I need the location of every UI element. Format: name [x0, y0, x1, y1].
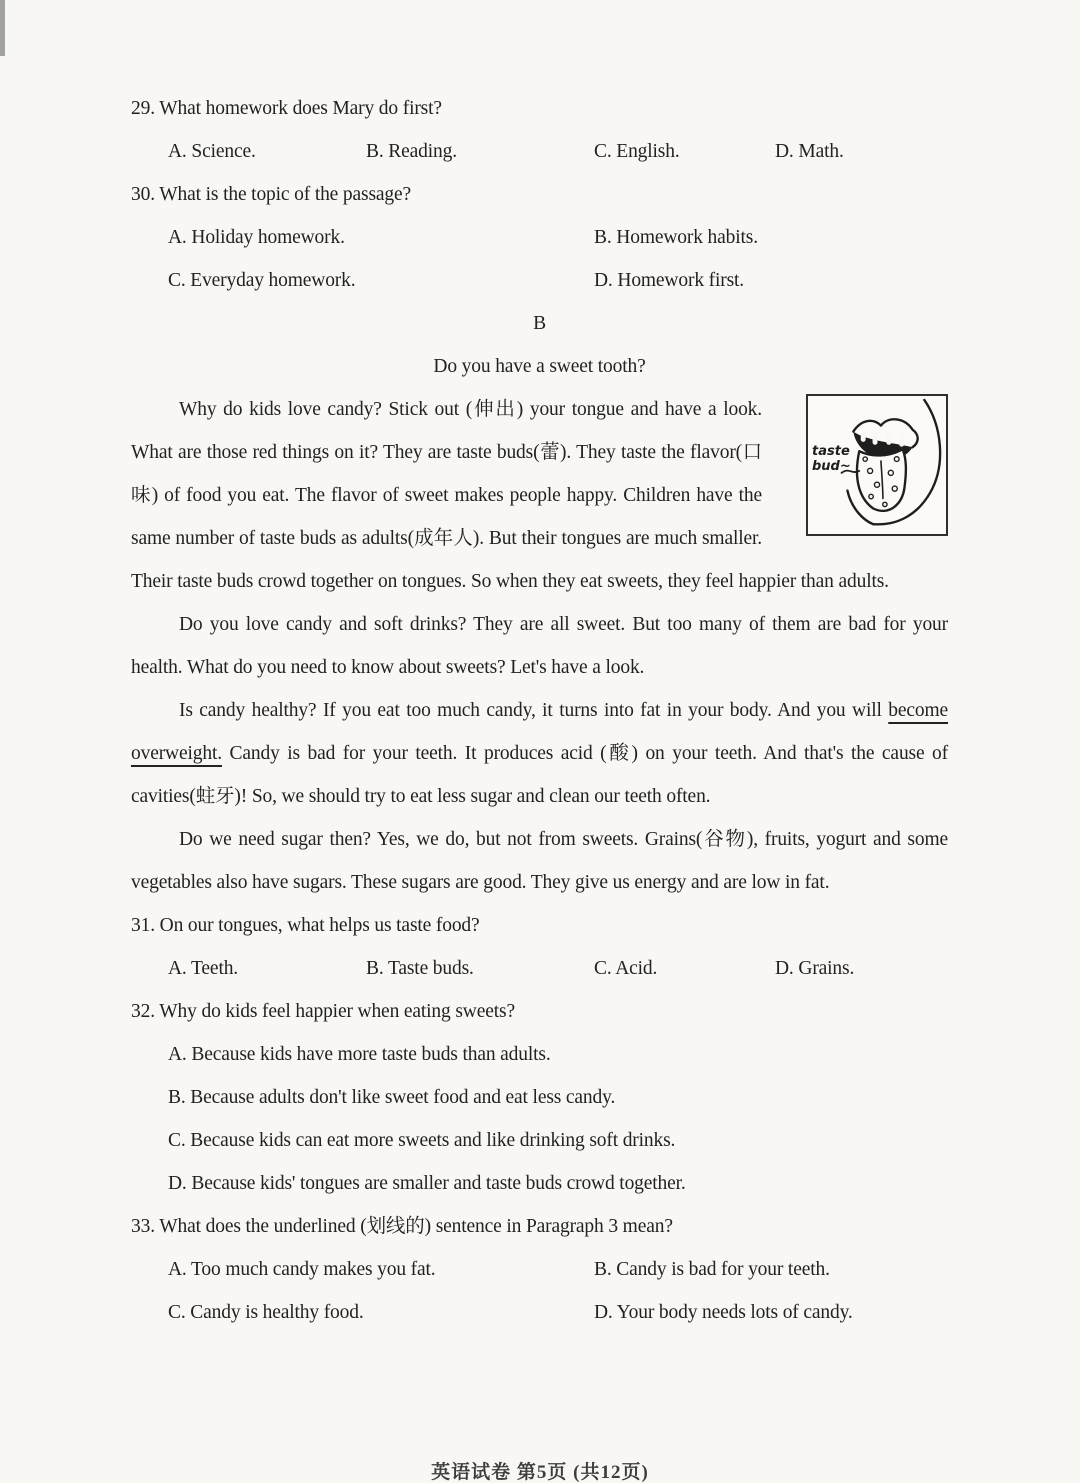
question-30-option-b: B. Homework habits. [594, 227, 758, 248]
question-30-option-a: A. Holiday homework. [168, 227, 345, 248]
underlined-sentence: become overweight. [131, 700, 948, 764]
question-29-option-d: D. Math. [775, 141, 844, 162]
question-32-option-a: A. Because kids have more taste buds than adults. [168, 1044, 551, 1065]
question-30-options-row-1 [131, 216, 948, 259]
taste-bud-figure [806, 394, 948, 536]
question-32-stem: 32. Why do kids feel happier when eating sweets? [131, 1001, 515, 1022]
question-33-option-d: D. Your body needs lots of candy. [594, 1302, 853, 1323]
question-29-stem: 29. What homework does Mary do first? [131, 98, 442, 119]
question-30-stem: 30. What is the topic of the passage? [131, 184, 412, 205]
paragraph-3-text-before: Is candy healthy? If you eat too much candy, it turns into fat in your body. And you will [179, 700, 889, 721]
figure-caption: taste bud~ [812, 444, 851, 474]
question-31-option-a: A. Teeth. [168, 958, 239, 979]
question-31-option-d: D. Grains. [775, 958, 855, 979]
passage-paragraph-3 [131, 689, 948, 818]
question-31-option-b: B. Taste buds. [366, 958, 474, 979]
question-29-option-b: B. Reading. [366, 141, 457, 162]
scan-artifact [0, 0, 5, 56]
question-29-options [131, 130, 948, 173]
question-33-option-a: A. Too much candy makes you fat. [168, 1259, 436, 1280]
paragraph-3-text-after: Candy is bad for your teeth. It produces acid (酸) on your teeth. And that's the cause of cavities(蛀牙)! So, we should try to eat less sugar and clean our teeth often. [131, 743, 948, 807]
passage-paragraph-2: Do you love candy and soft drinks? They are all sweet. But too many of them are bad for your health. What do you need to know about sweets? Let's have a look. [131, 614, 948, 678]
passage-paragraph-1 [131, 388, 948, 603]
question-32-option-c: C. Because kids can eat more sweets and like drinking soft drinks. [168, 1130, 676, 1151]
question-33-option-c: C. Candy is healthy food. [168, 1302, 364, 1323]
question-33-options-row-2 [131, 1291, 948, 1334]
passage-title: Do you have a sweet tooth? [433, 356, 646, 377]
question-30-option-c: C. Everyday homework. [168, 270, 356, 291]
question-31-option-c: C. Acid. [594, 958, 658, 979]
question-31-options [131, 947, 948, 990]
question-32-option-b: B. Because adults don't like sweet food and eat less candy. [168, 1087, 616, 1108]
question-30-options-row-2 [131, 259, 948, 302]
question-29-option-a: A. Science. [168, 141, 256, 162]
paragraph-1-text: Why do kids love candy? Stick out (伸出) your tongue and have a look. What are those red things on it? They are taste buds(蕾). They taste the flavor(口味) of food you eat. The flavor of sweet makes people happy. Children have the same number of taste buds as adults(成年人). But their tongues are much smaller. Their taste buds crowd together on tongues. So when they eat sweets, they feel happier than adults. [131, 399, 889, 592]
question-33-stem: 33. What does the underlined (划线的) sentence in Paragraph 3 mean? [131, 1216, 673, 1237]
question-31-stem: 31. On our tongues, what helps us taste food? [131, 915, 480, 936]
passage-paragraph-4: Do we need sugar then? Yes, we do, but not from sweets. Grains(谷物), fruits, yogurt and some vegetables also have sugars. These sugars are good. They give us energy and are low in fat. [131, 829, 948, 893]
question-29-option-c: C. English. [594, 141, 680, 162]
question-30-option-d: D. Homework first. [594, 270, 745, 291]
question-33-options-row-1 [131, 1248, 948, 1291]
question-33-option-b: B. Candy is bad for your teeth. [594, 1259, 830, 1280]
question-32-option-d: D. Because kids' tongues are smaller and taste buds crowd together. [168, 1173, 686, 1194]
section-b-label: B [533, 313, 546, 334]
page-footer: 英语试卷 第5页 (共12页) [431, 1462, 649, 1483]
